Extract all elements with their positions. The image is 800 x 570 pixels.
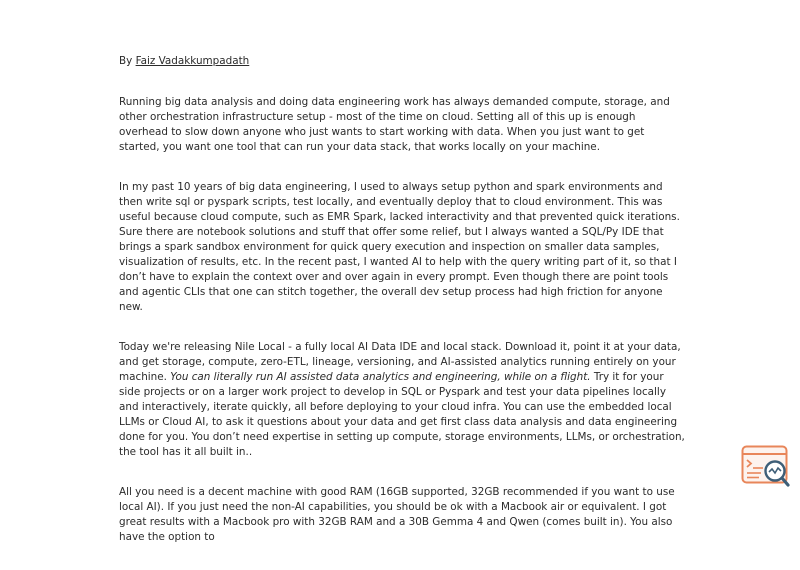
announcement-emphasis: You can literally run AI assisted data analytics and engineering, while on a flight. [170, 371, 591, 383]
announcement-lead: Today we're releasing Nile Local - a fully local AI Data IDE and local stack. Download it, point it at your data, and get storage, compute, zero-ETL, lineage, versioning, and AI-assisted analytics running entirely on your machine. [119, 341, 681, 383]
announcement-rest: Try it for your side projects or on a larger work project to develop in SQL or Pyspark and test your data pipelines locally and interactively, iterate quickly, all before deploying to your cloud infra. You can use the embedded local LLMs or Cloud AI, to ask it questions about your data and get first class data analysis and data engineering done for you. You don’t need expertise in setting up compute, storage environments, LLMs, or orchestration, the tool has it all built in.. [119, 371, 685, 458]
terminal-search-icon [741, 445, 791, 490]
article-body [119, 54, 685, 570]
author-link[interactable]: Faiz Vadakkumpadath [135, 55, 250, 67]
paragraph-requirements: All you need is a decent machine with good RAM (16GB supported, 32GB recommended if you want to use local AI). If you just need the non-AI capabilities, you should be ok with a Macbook air or equivalent. I got great results with a Macbook pro with 32GB RAM and a 30B Gemma 4 and Qwen (comes built in). You also have the option to [119, 486, 675, 543]
paragraph-announcement [119, 340, 685, 460]
byline [119, 54, 685, 69]
byline-prefix: By [119, 55, 136, 67]
paragraph-intro: Running big data analysis and doing data engineering work has always demanded compute, storage, and other orchestration infrastructure setup - most of the time on cloud. Setting all of this up is enough overhead to slow down anyone who just wants to start working with data. When you just want to get started, you want one tool that can run your data stack, that works locally on your machine. [119, 96, 670, 153]
paragraph-background: In my past 10 years of big data engineering, I used to always setup python and spark environments and then write sql or pyspark scripts, test locally, and eventually deploy that to cloud environment. This was useful because cloud compute, such as EMR Spark, lacked interactivity and that prevented quick iterations. Sure there are notebook solutions and stuff that offer some relief, but I always wanted a SQL/Py IDE that brings a spark sandbox environment for quick query execution and inspection on smaller data samples, visualization of results, etc. In the recent past, I wanted AI to help with the query writing part of it, so that I don’t have to explain the context over and over again in every prompt. Even though there are point tools and agentic CLIs that one can stitch together, the overall dev setup process had high friction for anyone new. [119, 181, 680, 313]
terminal-search-widget[interactable] [741, 445, 791, 490]
